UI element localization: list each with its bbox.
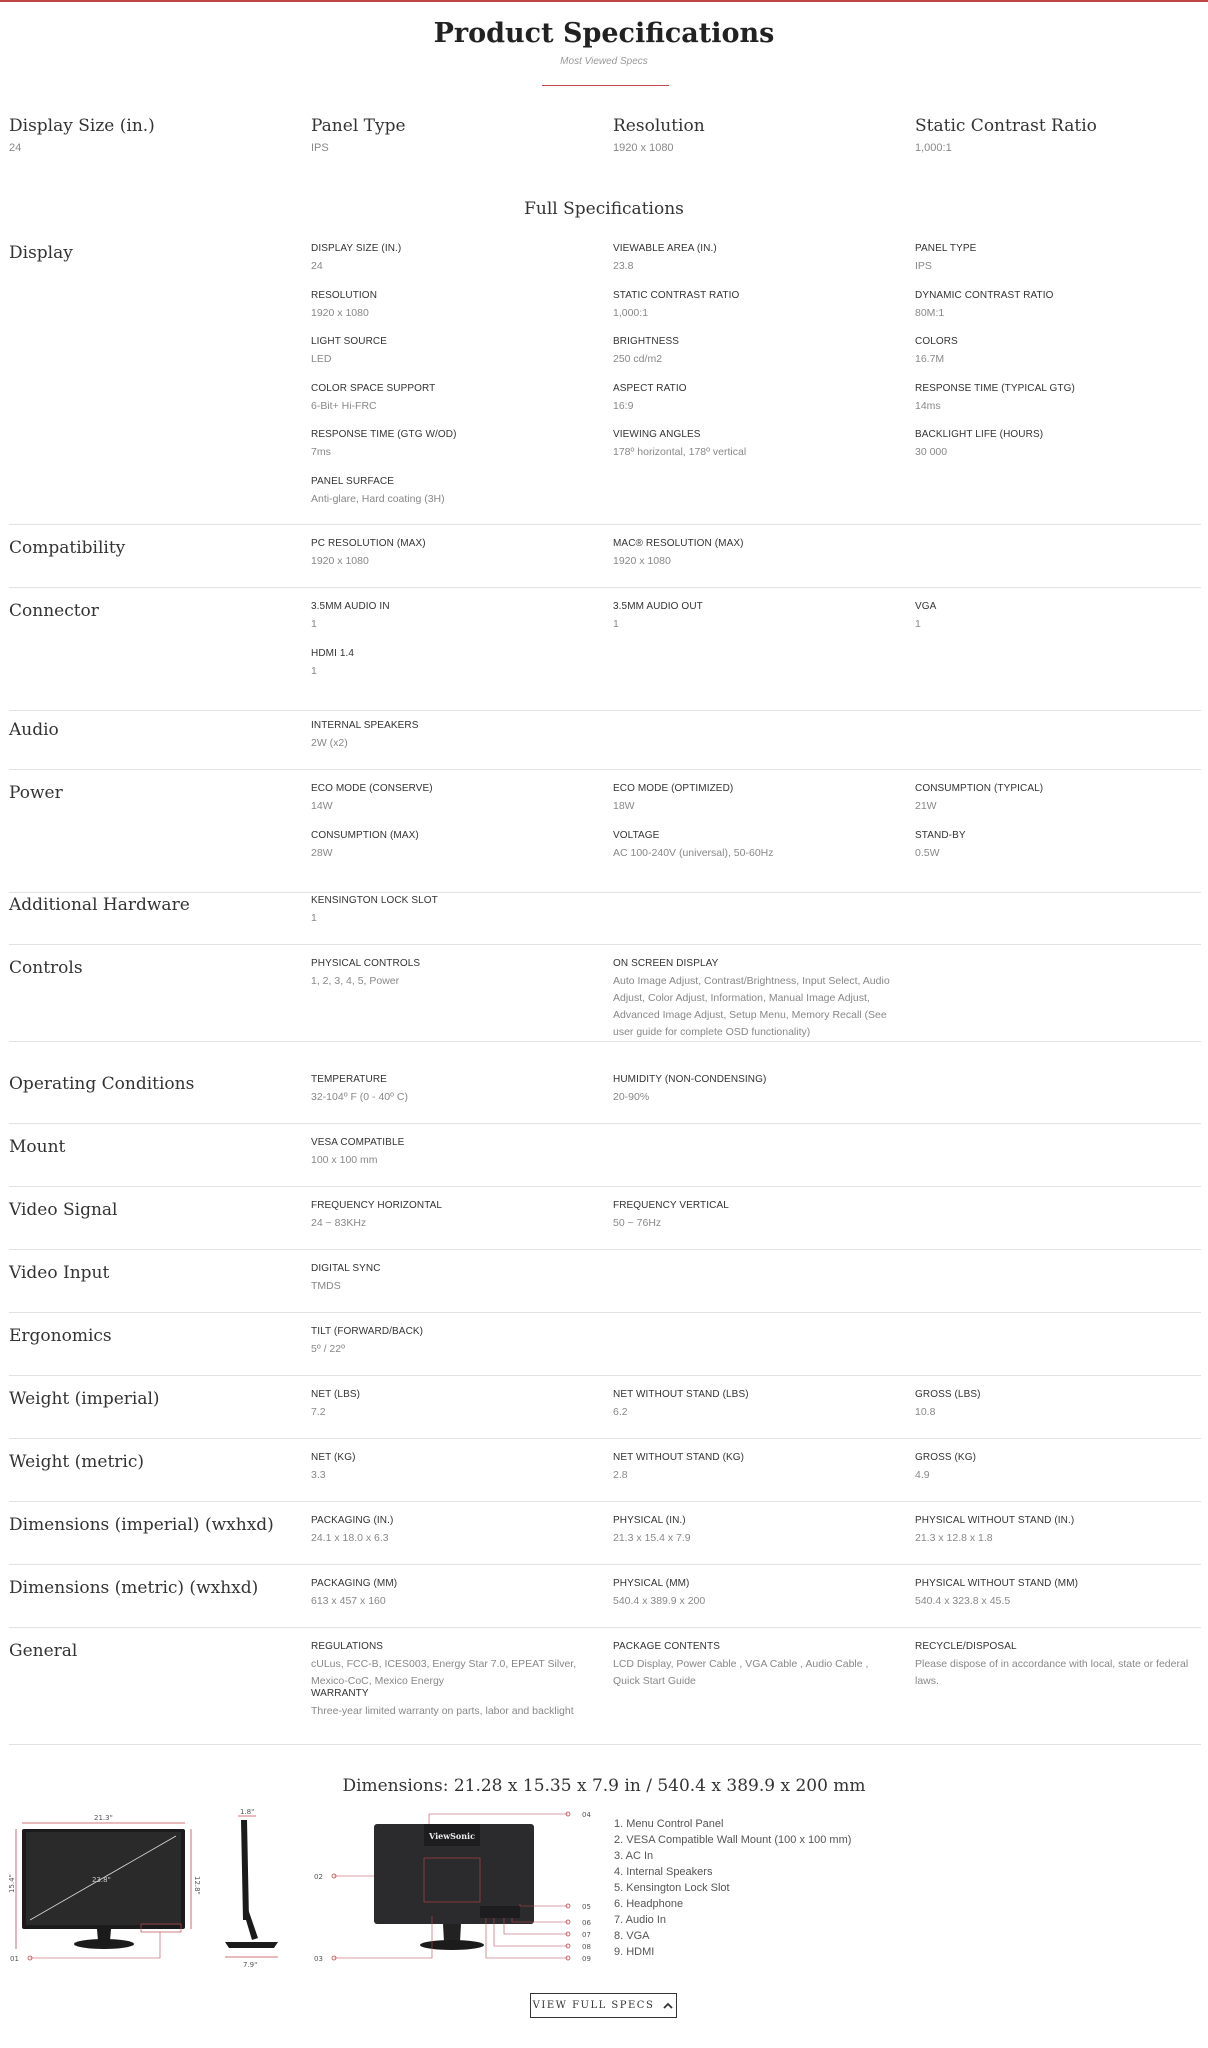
spec-value: LED	[311, 353, 332, 365]
spec-field	[613, 601, 893, 633]
spec-field	[311, 601, 591, 633]
side-base-label: 7.9"	[243, 1961, 258, 1969]
spec-field	[613, 958, 893, 1041]
spec-label: ECO MODE (CONSERVE)	[311, 783, 433, 794]
most-viewed-label: Static Contrast Ratio	[915, 116, 1097, 136]
most-viewed-label: Resolution	[613, 116, 705, 136]
spec-section	[9, 1452, 1201, 1502]
section-title: Connector	[9, 601, 99, 621]
spec-value: 6-Bit+ Hi-FRC	[311, 399, 377, 412]
spec-field	[613, 1452, 893, 1484]
spec-section	[9, 1515, 1201, 1565]
spec-value: 4.9	[915, 1469, 930, 1481]
spec-value: IPS	[915, 260, 932, 272]
spec-label: STATIC CONTRAST RATIO	[613, 289, 740, 301]
spec-value: 178º horizontal, 178º vertical	[613, 446, 747, 458]
section-title: Video Signal	[9, 1200, 118, 1220]
spec-label: VESA COMPATIBLE	[311, 1137, 405, 1148]
spec-field	[311, 1515, 591, 1547]
spec-field	[613, 538, 893, 570]
spec-field	[613, 1515, 893, 1547]
spec-field	[915, 1389, 1195, 1421]
spec-label: PACKAGING (MM)	[311, 1578, 398, 1589]
dimensions-diagram	[0, 1806, 600, 1978]
spec-value: 1	[311, 664, 317, 677]
spec-field	[915, 429, 1195, 461]
legend-item: 5. Kensington Lock Slot	[614, 1882, 730, 1894]
spec-label: BRIGHTNESS	[613, 336, 680, 347]
spec-value: 7.2	[311, 1406, 326, 1418]
legend-item: 4. Internal Speakers	[614, 1866, 713, 1878]
spec-field	[613, 290, 893, 322]
spec-value: 250 cd/m2	[613, 353, 663, 365]
spec-label: DIGITAL SYNC	[311, 1263, 381, 1274]
spec-label: KENSINGTON LOCK SLOT	[311, 895, 438, 906]
section-title: Power	[9, 783, 63, 803]
spec-value: 0.5W	[915, 846, 940, 859]
spec-value: 24	[311, 260, 323, 272]
most-viewed-item	[9, 116, 299, 154]
spec-label: VIEWABLE AREA (IN.)	[613, 243, 717, 254]
spec-label: 3.5MM AUDIO OUT	[613, 601, 703, 612]
diagonal-label: 23.8"	[92, 1876, 111, 1884]
section-title: Weight (imperial)	[9, 1389, 160, 1409]
spec-label: HUMIDITY (NON-CONDENSING)	[613, 1074, 767, 1085]
spec-label: WARRANTY	[311, 1687, 369, 1699]
spec-value: 10.8	[915, 1406, 936, 1418]
legend-item: 1. Menu Control Panel	[614, 1818, 724, 1830]
spec-label: VGA	[915, 601, 937, 612]
spec-field	[613, 243, 893, 275]
spec-label: GROSS (LBS)	[915, 1389, 981, 1400]
most-viewed-item	[915, 116, 1205, 154]
spec-field	[613, 830, 893, 862]
spec-value: 20-90%	[613, 1091, 650, 1103]
spec-field	[613, 1389, 893, 1421]
side-top-label: 1.8"	[240, 1808, 255, 1816]
spec-label: FREQUENCY HORIZONTAL	[311, 1200, 443, 1211]
spec-label: PHYSICAL WITHOUT STAND (MM)	[915, 1578, 1079, 1589]
callout-06: 06	[582, 1919, 591, 1927]
chevron-up-icon	[662, 2001, 674, 2011]
spec-value: 5º / 22º	[311, 1343, 345, 1355]
spec-label: CONSUMPTION (TYPICAL)	[915, 783, 1044, 794]
spec-field	[311, 1200, 591, 1232]
spec-field	[311, 1688, 591, 1720]
spec-field	[311, 830, 591, 862]
spec-value: 1920 x 1080	[311, 555, 369, 567]
spec-field	[915, 601, 1195, 633]
most-viewed-value: 24	[9, 142, 22, 154]
page-subtitle: Most Viewed Specs	[560, 56, 648, 67]
callout-09: 09	[582, 1955, 591, 1963]
spec-value: 21.3 x 12.8 x 1.8	[915, 1532, 993, 1544]
spec-field	[311, 1389, 591, 1421]
spec-label: NET WITHOUT STAND (KG)	[613, 1452, 745, 1463]
section-title: Mount	[9, 1137, 66, 1157]
spec-field	[915, 243, 1195, 275]
spec-value: 80M:1	[915, 306, 945, 319]
spec-label: LIGHT SOURCE	[311, 336, 388, 347]
title-divider	[542, 85, 669, 86]
spec-field	[915, 1515, 1195, 1547]
spec-label: RESOLUTION	[311, 289, 378, 301]
spec-label: RECYCLE/DISPOSAL	[915, 1641, 1017, 1652]
spec-section	[9, 783, 1201, 893]
legend-item: 6. Headphone	[614, 1898, 684, 1910]
callout-03: 03	[314, 1955, 323, 1963]
spec-value: 1, 2, 3, 4, 5, Power	[311, 975, 400, 987]
spec-value: 613 x 457 x 160	[311, 1595, 386, 1607]
spec-value: 16.7M	[915, 353, 945, 365]
spec-value: 24.1 x 18.0 x 6.3	[311, 1532, 389, 1544]
brand-logo: ViewSonic	[429, 1831, 475, 1841]
spec-value: Auto Image Adjust, Contrast/Brightness, Input Select, Audio Adjust, Color Adjust, Information, Manual Image Adjust, Advanced Image Adjust, Setup Menu, Memory Recall (See user guide for complete OSD functionality)	[613, 975, 890, 1038]
spec-section	[9, 1389, 1201, 1439]
spec-value: 18W	[613, 800, 635, 812]
spec-label: BACKLIGHT LIFE (HOURS)	[915, 429, 1044, 440]
spec-value: 14W	[311, 800, 333, 812]
front-height-label: 15.4"	[8, 1874, 16, 1893]
most-viewed-label: Display Size (in.)	[9, 116, 155, 136]
rear-view	[314, 1811, 591, 1963]
spec-value: 7ms	[311, 446, 331, 458]
spec-label: MAC® RESOLUTION (MAX)	[613, 538, 744, 549]
front-width-label: 21.3"	[94, 1814, 113, 1822]
spec-label: RESPONSE TIME (TYPICAL GTG)	[915, 382, 1075, 394]
spec-value: 32-104º F (0 - 40º C)	[311, 1091, 408, 1103]
front-view	[8, 1814, 201, 1963]
spec-field	[311, 476, 591, 508]
spec-label: DYNAMIC CONTRAST RATIO	[915, 289, 1054, 301]
spec-label: RESPONSE TIME (GTG W/OD)	[311, 429, 457, 440]
section-title: Video Input	[9, 1263, 110, 1283]
spec-label: NET (LBS)	[311, 1389, 361, 1400]
section-title: Additional Hardware	[9, 895, 190, 915]
spec-value: AC 100-240V (universal), 50-60Hz	[613, 846, 774, 859]
spec-label: COLORS	[915, 336, 958, 347]
spec-field	[311, 1452, 591, 1484]
spec-value: 1,000:1	[613, 306, 649, 319]
spec-label: INTERNAL SPEAKERS	[311, 720, 419, 731]
callout-07: 07	[582, 1931, 591, 1939]
spec-field	[915, 383, 1195, 415]
spec-value: 21.3 x 15.4 x 7.9	[613, 1532, 691, 1544]
spec-label: PHYSICAL WITHOUT STAND (IN.)	[915, 1515, 1075, 1526]
spec-label: TILT (FORWARD/BACK)	[311, 1326, 424, 1337]
spec-field	[311, 383, 591, 415]
spec-label: PHYSICAL CONTROLS	[311, 958, 421, 969]
spec-value: 16:9	[613, 399, 634, 412]
spec-value: 21W	[915, 800, 937, 812]
spec-value: 6.2	[613, 1406, 628, 1418]
most-viewed-label: Panel Type	[311, 116, 406, 136]
spec-label: COLOR SPACE SUPPORT	[311, 382, 436, 394]
spec-field	[915, 783, 1195, 815]
spec-value: 14ms	[915, 399, 941, 412]
callout-02: 02	[314, 1873, 323, 1881]
spec-label: STAND-BY	[915, 829, 966, 841]
spec-field	[311, 958, 591, 990]
spec-label: NET WITHOUT STAND (LBS)	[613, 1389, 749, 1400]
spec-section	[9, 1326, 1201, 1376]
spec-field	[311, 1578, 591, 1610]
spec-value: TMDS	[311, 1280, 341, 1292]
section-title: Ergonomics	[9, 1326, 112, 1346]
spec-value: 1	[915, 618, 921, 630]
spec-label: PHYSICAL (MM)	[613, 1578, 690, 1589]
spec-label: VOLTAGE	[613, 829, 660, 841]
most-viewed-value: 1920 x 1080	[613, 142, 674, 154]
spec-value: 3.3	[311, 1469, 326, 1481]
spec-field	[915, 1641, 1195, 1690]
spec-field	[915, 336, 1195, 368]
spec-value: 100 x 100 mm	[311, 1154, 378, 1166]
spec-field	[311, 783, 591, 815]
spec-value: 1	[311, 912, 317, 924]
spec-field	[311, 720, 591, 752]
spec-field	[311, 429, 591, 461]
callout-05: 05	[582, 1903, 591, 1911]
spec-label: PACKAGING (IN.)	[311, 1515, 394, 1526]
section-title: Compatibility	[9, 538, 126, 558]
spec-field	[311, 648, 591, 680]
spec-value: 1920 x 1080	[311, 306, 369, 319]
spec-field	[915, 830, 1195, 862]
section-title: Dimensions (imperial) (wxhxd)	[9, 1515, 274, 1535]
spec-label: PANEL SURFACE	[311, 475, 394, 487]
spec-label: CONSUMPTION (MAX)	[311, 829, 419, 841]
section-title: Dimensions (metric) (wxhxd)	[9, 1578, 259, 1598]
spec-value: 1	[613, 618, 619, 630]
legend-item: 9. HDMI	[614, 1946, 655, 1958]
spec-value: 50 ~ 76Hz	[613, 1217, 662, 1229]
most-viewed-item	[613, 116, 903, 154]
spec-value: Three-year limited warranty on parts, labor and backlight	[311, 1704, 574, 1717]
spec-label: 3.5MM AUDIO IN	[311, 601, 390, 612]
spec-field	[915, 1578, 1195, 1610]
spec-field	[311, 1326, 591, 1358]
spec-field	[613, 1200, 893, 1232]
section-title: Display	[9, 243, 73, 263]
spec-label: HDMI 1.4	[311, 647, 355, 659]
spec-label: PANEL TYPE	[915, 243, 977, 254]
spec-field	[311, 243, 591, 275]
spec-label: GROSS (KG)	[915, 1452, 977, 1463]
top-accent-line	[0, 0, 1208, 2]
spec-label: NET (KG)	[311, 1452, 356, 1463]
connector-legend	[614, 1816, 851, 1960]
spec-value: 1920 x 1080	[613, 555, 671, 567]
spec-label: TEMPERATURE	[311, 1074, 387, 1085]
page-title: Product Specifications	[433, 18, 775, 49]
spec-label: ON SCREEN DISPLAY	[613, 958, 719, 969]
spec-label: DISPLAY SIZE (IN.)	[311, 243, 402, 254]
spec-value: Anti-glare, Hard coating (3H)	[311, 492, 445, 505]
spec-field	[311, 538, 591, 570]
spec-section	[9, 1137, 1201, 1187]
most-viewed-value: 1,000:1	[915, 142, 952, 154]
most-viewed-value: IPS	[311, 142, 329, 154]
spec-label: FREQUENCY VERTICAL	[613, 1200, 729, 1211]
spec-field	[613, 336, 893, 368]
full-specs-title: Full Specifications	[524, 199, 684, 219]
spec-label: ECO MODE (OPTIMIZED)	[613, 783, 734, 794]
spec-value: cULus, FCC-B, ICES003, Energy Star 7.0, EPEAT Silver, Mexico-CoC, Mexico Energy	[311, 1658, 577, 1687]
spec-value: 23.8	[613, 260, 634, 272]
spec-section	[9, 1641, 1201, 1745]
spec-field	[613, 783, 893, 815]
legend-item: 7. Audio In	[614, 1914, 666, 1926]
spec-field	[311, 290, 591, 322]
spec-label: PACKAGE CONTENTS	[613, 1641, 720, 1652]
spec-field	[311, 336, 591, 368]
spec-field	[311, 895, 591, 927]
spec-label: VIEWING ANGLES	[613, 429, 701, 440]
spec-section	[9, 601, 1201, 711]
spec-section	[9, 958, 1201, 1042]
spec-field	[915, 1452, 1195, 1484]
spec-field	[311, 1074, 591, 1106]
spec-section	[9, 538, 1201, 588]
spec-section	[9, 1074, 1201, 1124]
spec-section	[9, 1200, 1201, 1250]
spec-value: 540.4 x 323.8 x 45.5	[915, 1595, 1011, 1607]
section-title: General	[9, 1641, 78, 1661]
spec-value: 2.8	[613, 1469, 628, 1481]
section-title: Audio	[9, 720, 59, 740]
spec-field	[311, 1137, 591, 1169]
spec-field	[311, 1263, 591, 1295]
spec-section	[9, 895, 1201, 945]
spec-value: 24 ~ 83KHz	[311, 1217, 367, 1229]
most-viewed-item	[311, 116, 601, 154]
section-title: Operating Conditions	[9, 1074, 195, 1094]
spec-section	[9, 243, 1201, 525]
spec-field	[613, 1074, 893, 1106]
spec-field	[613, 429, 893, 461]
legend-item: 8. VGA	[614, 1930, 650, 1942]
view-full-specs-button[interactable]	[530, 1993, 677, 2018]
spec-label: PC RESOLUTION (MAX)	[311, 538, 426, 549]
spec-section	[9, 1263, 1201, 1313]
spec-value: 2W (x2)	[311, 737, 348, 749]
spec-value: 28W	[311, 846, 333, 859]
callout-08: 08	[582, 1943, 591, 1951]
spec-value: Please dispose of in accordance with local, state or federal laws.	[915, 1658, 1189, 1687]
spec-value: LCD Display, Power Cable , VGA Cable , Audio Cable , Quick Start Guide	[613, 1658, 869, 1687]
front-height-nostand-label: 12.8"	[193, 1876, 201, 1895]
spec-section	[9, 720, 1201, 770]
dimensions-title: Dimensions: 21.28 x 15.35 x 7.9 in / 540.4 x 389.9 x 200 mm	[342, 1776, 866, 1796]
spec-value: 540.4 x 389.9 x 200	[613, 1595, 706, 1607]
section-title: Weight (metric)	[9, 1452, 145, 1472]
spec-field	[613, 383, 893, 415]
spec-field	[613, 1578, 893, 1610]
legend-item: 2. VESA Compatible Wall Mount (100 x 100 mm)	[614, 1834, 852, 1846]
spec-label: ASPECT RATIO	[613, 382, 687, 394]
spec-section	[9, 1578, 1201, 1628]
spec-value: 30 000	[915, 446, 948, 458]
spec-label: REGULATIONS	[311, 1641, 384, 1652]
spec-value: 1	[311, 618, 317, 630]
section-title: Controls	[9, 958, 83, 978]
spec-label: PHYSICAL (IN.)	[613, 1515, 686, 1526]
spec-field	[915, 290, 1195, 322]
callout-01: 01	[10, 1955, 19, 1963]
spec-field	[613, 1641, 893, 1690]
view-full-specs-label: VIEW FULL SPECS	[532, 2000, 655, 2011]
callout-04: 04	[582, 1811, 591, 1819]
side-view	[225, 1808, 278, 1969]
spec-field	[311, 1641, 591, 1690]
legend-item: 3. AC In	[614, 1850, 654, 1862]
